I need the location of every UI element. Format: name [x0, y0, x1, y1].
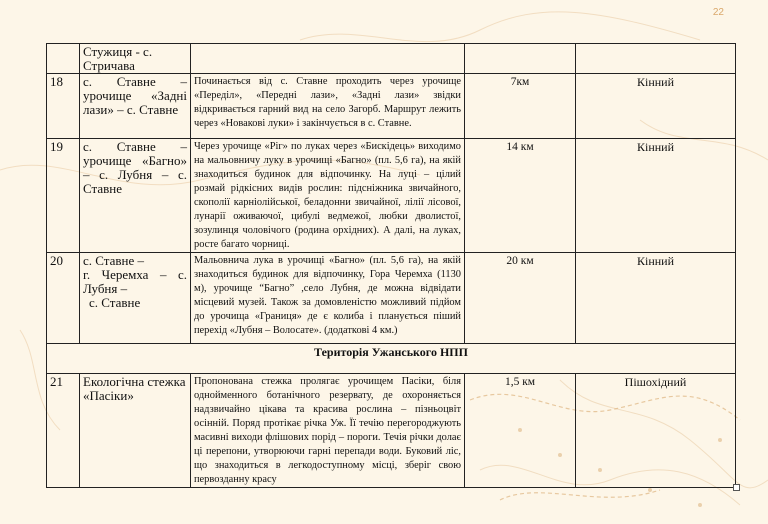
route-name-line: с. Ставне –: [83, 253, 144, 268]
table-row: [47, 253, 736, 344]
routes-table: [46, 43, 736, 488]
route-name-cell: с. Ставне – урочище «Задні лази» – с. Ставне: [80, 74, 191, 139]
section-header-row: [47, 344, 736, 374]
route-name-cell: с. Ставне – урочище «Багно» – с. Лубня – с. Ставне: [80, 139, 191, 253]
route-type-cell: Пішохідний: [576, 374, 736, 488]
route-name-line: с. Ставне: [89, 295, 141, 310]
route-length-cell: 1,5 км: [465, 374, 576, 488]
route-name-line: г. Черемха – с. Лубня –: [83, 267, 187, 296]
page-number: 22: [712, 7, 724, 18]
route-description-cell: [191, 44, 465, 74]
route-description-cell: Мальовнича лука в урочищі «Багно» (пл. 5,6 га), на якій знаходиться будинок для відпочинку, Гора Черемха (1130 м), урочище “Багно” ,село Лубня, де можна відвідати місцевий музей. Також за домовленістю можливий підйом до урочища «Границя» де є колиба і планується піший перехід «Лубня – Волосате». (додаткові 4 км.): [191, 253, 465, 344]
route-type-cell: [576, 44, 736, 74]
section-title: Територія Ужанського НПП: [47, 344, 736, 374]
route-name-cell: [80, 253, 191, 344]
route-length-cell: [465, 44, 576, 74]
table-row-continuation: [47, 44, 736, 74]
route-name-cell: Екологічна стежка «Пасіки»: [80, 374, 191, 488]
table-row: [47, 74, 736, 139]
route-description-cell: Через урочище «Ріг» по луках через «Бискідець» виходимо на мальовничу луку в урочищі «Багно» (пл. 5,6 га), на якій знаходиться будинок для відпочинку. На луці – цілий розмай рідкісних видів рослин: підсніжника звичайного, скополії карніолійської, беладонни звичайної, лілії лісової, лунарії оживаючої, цибулі ведмежої, любки дволистої, зозулинця чоловічого (родина орхідних). А далі, на луках, росте багато чорниці.: [191, 139, 465, 253]
row-number-cell: 18: [47, 74, 80, 139]
route-type-cell: Кінний: [576, 253, 736, 344]
route-name-line: Стужиця - с.: [83, 44, 153, 59]
row-number-cell: 20: [47, 253, 80, 344]
route-name-cell: [80, 44, 191, 74]
route-length-cell: 14 км: [465, 139, 576, 253]
table-row: [47, 374, 736, 488]
route-type-cell: Кінний: [576, 74, 736, 139]
route-name-line: Стричава: [83, 58, 135, 73]
row-number-cell: 21: [47, 374, 80, 488]
row-number-cell: 19: [47, 139, 80, 253]
table-resize-handle[interactable]: [733, 484, 740, 491]
route-length-cell: 20 км: [465, 253, 576, 344]
route-type-cell: Кінний: [576, 139, 736, 253]
route-description-cell: Починається від с. Ставне проходить через урочище «Переділ», «Передні лази», «Задні лази» звідки відкривається гарний вид на село Загорб. Маршрут лежить через «Новакові луки» і закінчується в с. Ставне.: [191, 74, 465, 139]
route-description-cell: Пропонована стежка пролягає урочищем Пасіки, біля однойменного ботанічного резервату, де охороняється надзвичайно цікава та красива рослина – пізньоцвіт осінній. Поряд протікає річка Уж. Її течію перегороджують масивні виходи флішових порід – пороги. Течія річки долає ці перепони, утворюючи гарні перепади води. Буковий ліс, що знаходиться в легкодоступному місці, зберіг свою первозданну красу: [191, 374, 465, 488]
row-number-cell: [47, 44, 80, 74]
table-row: [47, 139, 736, 253]
route-length-cell: 7км: [465, 74, 576, 139]
